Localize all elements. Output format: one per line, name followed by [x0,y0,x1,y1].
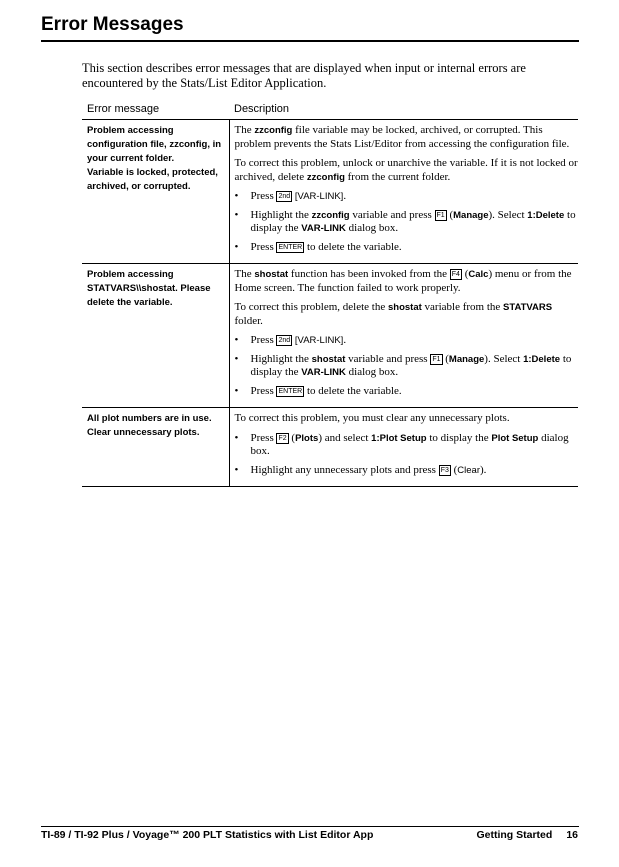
footer-book-title: TI-89 / TI-92 Plus / Voyage™ 200 PLT Statistics with List Editor App [41,829,374,841]
footer-rule [41,826,579,827]
intro-paragraph: This section describes error messages that are displayed when input or internal errors are encountered by the Stats/List Editor Application. [82,61,526,90]
instruction-bullet: • Press ENTER to delete the variable. [234,240,402,253]
error-message-text: Variable is locked, protected, archived, or corrupted. [87,167,218,192]
menu-name: Plots [295,432,319,444]
page-title: Error Messages [41,14,184,35]
instruction-bullet: • Press 2nd [VAR-LINK]. [234,190,347,202]
table-row [82,408,578,487]
function-name: shostat [254,269,289,280]
description-paragraph: To correct this problem, delete the shostat variable from the STATVARS folder. [234,301,553,327]
description-paragraph: To correct this problem, unlock or unarchive the variable. If it is not locked or archived, delete zzconfig from the current folder. [234,157,578,183]
variable-name: zzconfig [311,209,350,221]
description-cell [229,408,578,487]
key-icon-enter: ENTER [278,243,303,251]
key-icon-f1: F1 [436,211,445,219]
instruction-bullet: • Highlight the zzconfig variable and press F1 (Manage). Select 1:Delete to display the VAR-LINK dialog box. [234,208,576,234]
menu-option: 1:Delete [527,209,565,221]
dialog-name: VAR-LINK [301,367,346,378]
menu-option: 1:Delete [523,353,561,365]
description-cell [229,264,578,408]
column-header-error-message: Error message [82,101,229,120]
key-icon-f4: F4 [451,271,460,278]
menu-option: 1:Plot Setup [371,432,427,444]
error-message-text: Problem accessing STATVARS\\shostat. Please delete the variable. [87,269,211,308]
variable-name: zzconfig [254,125,293,136]
description-paragraph: The shostat function has been invoked from the F4 (Calc) menu or from the Home screen. The function failed to work properly. [234,268,572,294]
instruction-bullet: • Press ENTER to delete the variable. [234,384,402,397]
instruction-bullet: • Highlight the shostat variable and press F1 (Manage). Select 1:Delete to display the VAR-LINK dialog box. [234,352,572,378]
error-message-cell [82,408,229,487]
variable-name: shostat [311,353,346,365]
column-header-description: Description [229,101,578,120]
instruction-bullet: • Highlight any unnecessary plots and press F3 (Clear). [234,463,487,476]
key-icon-f2: F2 [278,434,287,442]
error-message-cell [82,264,229,408]
key-icon-2nd: 2nd [278,193,291,200]
dialog-name: VAR-LINK [301,223,346,234]
table-row [82,264,578,408]
error-message-text: Problem accessing configuration file, zzconfig, in your current folder. [87,125,222,164]
key-icon-2nd: 2nd [278,337,291,344]
menu-name: Manage [453,209,489,221]
menu-name: Clear [457,464,480,476]
folder-name: STATVARS [503,302,553,313]
title-rule [41,40,579,42]
error-message-text: All plot numbers are in use. Clear unnecessary plots. [87,413,212,438]
variable-name: zzconfig [306,171,345,183]
key-icon-f1: F1 [432,355,441,363]
key-label: [VAR-LINK] [294,335,344,346]
description-paragraph: To correct this problem, you must clear any unnecessary plots. [234,412,510,424]
error-message-cell [82,120,229,264]
description-paragraph: The zzconfig file variable may be locked, archived, or corrupted. This problem prevents the Stats List/Editor from accessing the configuration file. [234,124,570,150]
variable-name: shostat [387,302,422,313]
instruction-bullet: • Press 2nd [VAR-LINK]. [234,334,347,346]
page-number: 16 [566,829,578,841]
footer-page-info [476,829,578,841]
menu-name: Manage [448,353,485,365]
footer-section: Getting Started [476,829,553,841]
key-label: [VAR-LINK] [294,191,344,202]
key-icon-enter: ENTER [278,387,303,395]
menu-name: Calc [468,269,489,280]
table-header-row [82,101,578,120]
table-row [82,120,578,264]
description-cell [229,120,578,264]
instruction-bullet: • Press F2 (Plots) and select 1:Plot Setup to display the Plot Setup dialog box. [234,431,569,457]
error-table [82,101,578,487]
dialog-name: Plot Setup [491,432,539,444]
key-icon-f3: F3 [440,466,449,474]
